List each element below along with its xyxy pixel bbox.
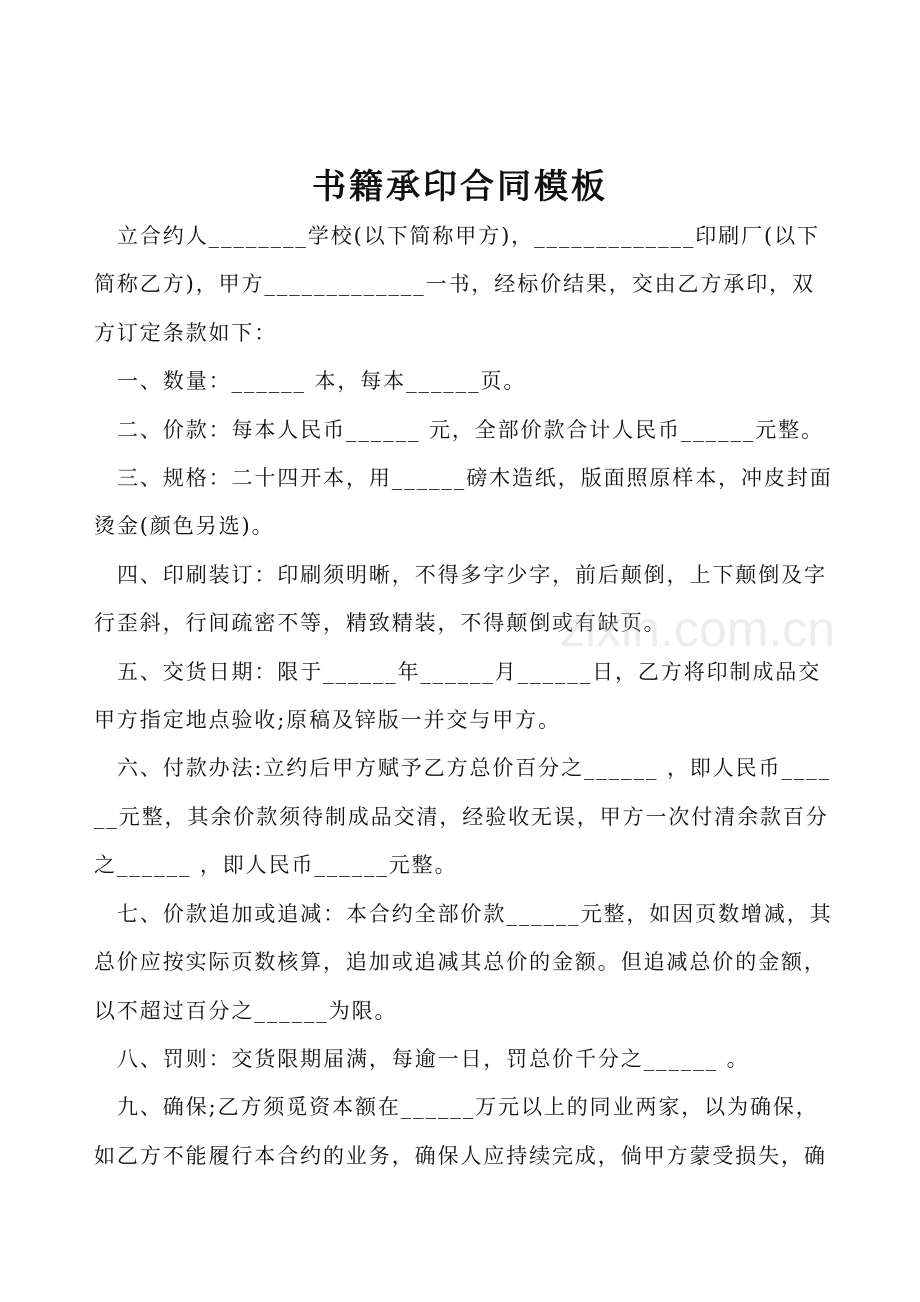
paragraph-price-adjustment: 七、价款追加或追减：本合约全部价款______元整，如因页数增减，其总价应按实际页数核算，追加或追减其总价的金额。但追减总价的金额，以不超过百分之______为限。 xyxy=(94,901,833,1023)
paragraph-penalty: 八、罚则：交货限期届满，每逾一日，罚总价千分之______ 。 xyxy=(117,1046,750,1071)
paragraph-specification: 三、规格：二十四开本，用______磅木造纸，版面照原样本，冲皮封面烫金(颜色另选)。 xyxy=(94,466,833,539)
document-title: 书籍承印合同模板 xyxy=(312,167,608,207)
paragraph-parties: 立合约人________学校(以下简称甲方)，_____________印刷厂(以下简称乙方)，甲方_____________一书，经标价结果，交由乙方承印，双方订定条款如下： xyxy=(94,224,820,345)
document-body xyxy=(94,212,834,1180)
watermark-text: zixin.com.cn xyxy=(560,601,836,657)
paragraph-delivery-date: 五、交货日期：限于______年______月______日，乙方将印制成品交甲方指定地点验收;原稿及锌版一并交与甲方。 xyxy=(94,659,822,733)
paragraph-guarantee: 九、确保;乙方须觅资本额在______万元以上的同业两家，以为确保，如乙方不能履行本合约的业务，确保人应持续完成，倘甲方蒙受损失，确 xyxy=(94,1095,827,1168)
paragraph-quantity: 一、数量：______ 本，每本______页。 xyxy=(117,369,527,394)
paragraph-payment-method: 六、付款办法:立约后甲方赋予乙方总价百分之______ ，即人民币______元整，其余价款须待制成品交清，经验收无误，甲方一次付清余款百分之______ ，即人民币______元整。 xyxy=(94,756,832,878)
paragraph-price: 二、价款：每本人民币______ 元，全部价款合计人民币______元整。 xyxy=(117,417,824,442)
paragraph-printing-binding: 四、印刷装订：印刷须明晰，不得多字少字，前后颠倒，上下颠倒及字行歪斜，行间疏密不等，精致精装，不得颠倒或有缺页。 xyxy=(94,562,827,636)
